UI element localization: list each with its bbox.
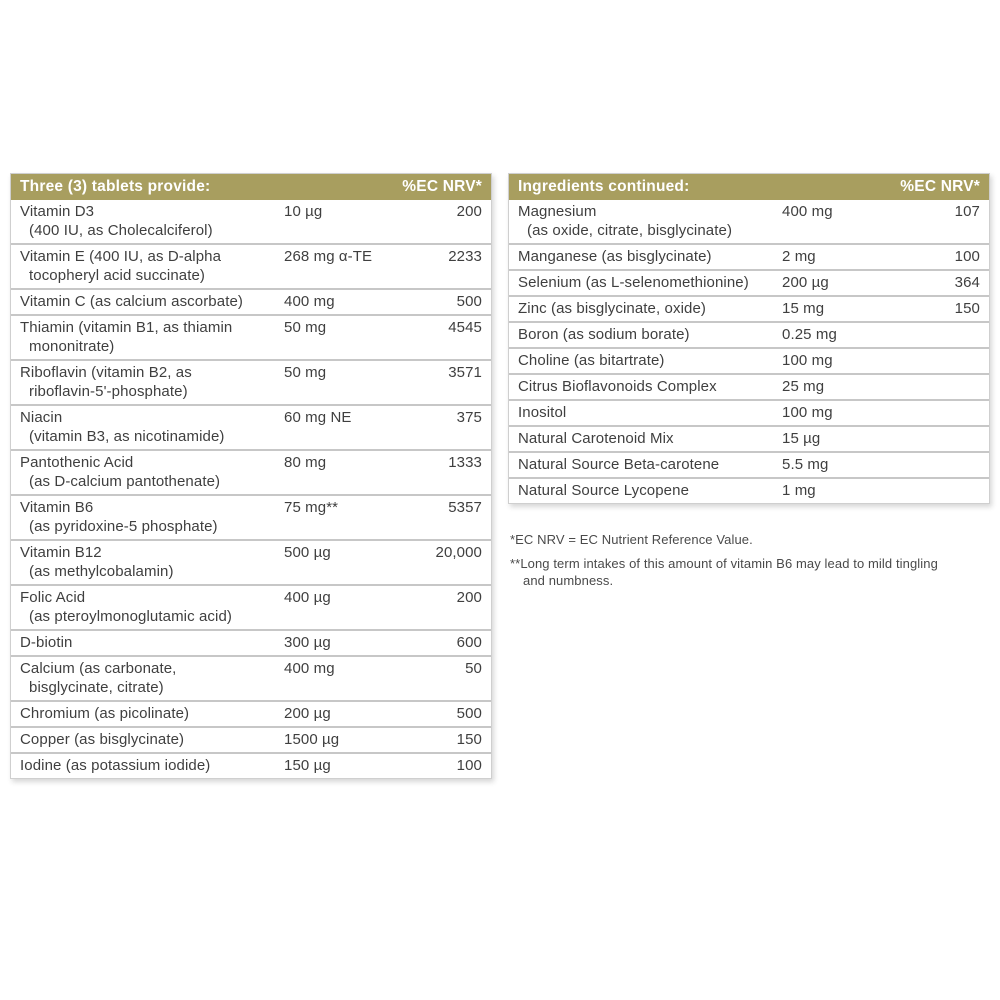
ingredient-name [20,704,284,723]
ingredient-name-line1: Calcium (as carbonate, [20,660,177,677]
ingredient-amount: 2 mg [782,248,816,265]
ingredient-name-line1: Vitamin B6 [20,499,94,516]
table-row [11,404,491,449]
ingredient-nrv: 200 [456,589,482,606]
ingredient-nrv: 107 [954,203,980,220]
nrv-column-header: %EC NRV* [900,178,980,195]
table-row [509,373,989,399]
table-row [11,494,491,539]
ingredient-name-line2: (400 IU, as Cholecalciferol) [29,222,213,239]
ingredient-amount: 268 mg α-TE [284,248,373,265]
ingredient-name-line2: bisglycinate, citrate) [29,679,164,696]
ingredient-nrv: 1333 [448,454,482,471]
ingredient-amount: 500 µg [284,544,331,561]
nutrition-table-primary [10,173,492,779]
table-row [11,200,491,243]
ingredient-nrv [920,351,980,370]
ingredient-nrv: 3571 [448,364,482,381]
table-row [11,584,491,629]
table-row [509,295,989,321]
ingredient-nrv: 375 [456,409,482,426]
ingredient-nrv: 600 [456,634,482,651]
table-row [11,655,491,700]
ingredient-nrv: 50 [465,660,482,677]
ingredient-name [20,633,284,652]
footnotes [510,531,962,596]
table-row [11,539,491,584]
ingredient-amount: 25 mg [782,378,825,395]
ingredient-name-line1: Boron (as sodium borate) [518,326,690,343]
table-row [11,726,491,752]
ingredient-name [20,202,284,240]
table-row [509,425,989,451]
ingredient-name [518,202,782,240]
ingredient-name-line1: Natural Source Lycopene [518,482,690,499]
ingredient-name-line1: Selenium (as L-selenomethionine) [518,274,749,291]
ingredient-name-line1: Magnesium [518,203,597,220]
ingredient-nrv: 4545 [448,319,482,336]
table-row [11,359,491,404]
ingredient-name-line1: Iodine (as potassium iodide) [20,757,211,774]
table-row [509,477,989,503]
table-row [509,347,989,373]
ingredient-name [20,292,284,311]
ingredient-nrv [920,377,980,396]
table-title: Three (3) tablets provide: [20,178,211,195]
ingredient-name [518,325,782,344]
table-rows [11,200,491,778]
ingredient-nrv: 100 [456,757,482,774]
ingredient-amount: 200 µg [782,274,829,291]
ingredient-nrv: 364 [954,274,980,291]
ingredient-amount: 15 µg [782,430,821,447]
nutrition-table-continued [508,173,990,504]
ingredient-amount: 400 µg [284,589,331,606]
ingredient-nrv: 5357 [448,499,482,516]
ingredient-name-line2: riboflavin-5'-phosphate) [29,383,188,400]
ingredient-name-line1: Vitamin E (400 IU, as D-alpha [20,248,222,265]
table-row [11,700,491,726]
ingredient-name-line1: Chromium (as picolinate) [20,705,190,722]
table-rows [509,200,989,503]
table-row [11,449,491,494]
ingredient-name [20,408,284,446]
ingredient-name-line1: Vitamin D3 [20,203,95,220]
table-row [11,243,491,288]
ingredient-nrv [920,403,980,422]
ingredient-name [518,273,782,292]
ingredient-name-line2: mononitrate) [29,338,115,355]
ingredient-nrv [920,325,980,344]
ingredient-nrv: 200 [456,203,482,220]
footnote-vitamin-b6: **Long term intakes of this amount of vitamin B6 may lead to mild tingling and numbness. [510,556,938,588]
ingredient-amount: 1 mg [782,482,816,499]
ingredient-nrv [920,455,980,474]
ingredient-nrv: 100 [954,248,980,265]
ingredient-name [20,247,284,285]
ingredient-amount: 400 mg [782,203,833,220]
nrv-column-header: %EC NRV* [402,178,482,195]
ingredient-name [20,453,284,491]
ingredient-amount: 80 mg [284,454,327,471]
table-row [11,314,491,359]
ingredient-amount: 15 mg [782,300,825,317]
ingredient-name [518,299,782,318]
table-row [11,629,491,655]
ingredient-nrv [920,481,980,500]
table-row [509,399,989,425]
ingredient-name [20,588,284,626]
ingredient-amount: 0.25 mg [782,326,837,343]
ingredient-name-line1: Riboflavin (vitamin B2, as [20,364,192,381]
ingredient-name-line1: Vitamin C (as calcium ascorbate) [20,293,243,310]
table-row [509,321,989,347]
ingredient-nrv: 150 [456,731,482,748]
ingredient-amount: 100 mg [782,352,833,369]
ingredient-name [518,403,782,422]
table-row [509,243,989,269]
ingredient-name-line2: (as oxide, citrate, bisglycinate) [527,222,733,239]
ingredient-name [518,481,782,500]
table-row [509,200,989,243]
ingredient-name-line1: Zinc (as bisglycinate, oxide) [518,300,706,317]
ingredient-name-line1: Natural Carotenoid Mix [518,430,674,447]
ingredient-name [20,659,284,697]
ingredient-name-line1: Niacin [20,409,63,426]
ingredient-name-line1: Folic Acid [20,589,86,606]
table-row [509,269,989,295]
table-title: Ingredients continued: [518,178,690,195]
ingredient-nrv: 500 [456,705,482,722]
ingredient-name [518,455,782,474]
ingredient-amount: 400 mg [284,660,335,677]
ingredient-name-line2: (as pyridoxine-5 phosphate) [29,518,218,535]
ingredient-amount: 300 µg [284,634,331,651]
ingredient-amount: 200 µg [284,705,331,722]
ingredient-nrv [920,429,980,448]
ingredient-name-line2: (as methylcobalamin) [29,563,174,580]
ingredient-name-line1: Copper (as bisglycinate) [20,731,185,748]
ingredient-name [518,247,782,266]
ingredient-name-line1: Thiamin (vitamin B1, as thiamin [20,319,233,336]
ingredient-name-line2: (vitamin B3, as nicotinamide) [29,428,225,445]
ingredient-name-line1: Choline (as bitartrate) [518,352,665,369]
ingredient-name-line1: Citrus Bioflavonoids Complex [518,378,717,395]
ingredient-amount: 50 mg [284,319,327,336]
ingredient-name [20,543,284,581]
ingredient-name [518,429,782,448]
table-row [509,451,989,477]
ingredient-name [20,318,284,356]
ingredient-name [518,351,782,370]
footnote-ec-nrv: *EC NRV = EC Nutrient Reference Value. [510,532,753,547]
table-row [11,752,491,778]
ingredient-name [20,730,284,749]
table-row [11,288,491,314]
ingredient-name-line1: D-biotin [20,634,73,651]
ingredient-amount: 150 µg [284,757,331,774]
ingredient-amount: 10 µg [284,203,323,220]
ingredient-name [20,756,284,775]
ingredient-nrv: 150 [954,300,980,317]
ingredient-amount: 100 mg [782,404,833,421]
ingredient-nrv: 20,000 [435,544,482,561]
table-header [509,174,989,200]
ingredient-amount: 5.5 mg [782,456,829,473]
ingredient-amount: 50 mg [284,364,327,381]
ingredient-name-line1: Manganese (as bisglycinate) [518,248,712,265]
ingredient-name [20,498,284,536]
table-header [11,174,491,200]
ingredient-amount: 1500 µg [284,731,340,748]
ingredient-amount: 400 mg [284,293,335,310]
ingredient-name-line2: tocopheryl acid succinate) [29,267,206,284]
ingredient-amount: 60 mg NE [284,409,352,426]
ingredient-name-line1: Vitamin B12 [20,544,102,561]
ingredient-name-line1: Pantothenic Acid [20,454,134,471]
ingredient-nrv: 500 [456,293,482,310]
ingredient-name-line1: Inositol [518,404,567,421]
ingredient-name [20,363,284,401]
ingredient-nrv: 2233 [448,248,482,265]
ingredient-name-line2: (as D-calcium pantothenate) [29,473,221,490]
ingredient-name [518,377,782,396]
ingredient-name-line1: Natural Source Beta-carotene [518,456,720,473]
ingredient-amount: 75 mg** [284,499,339,516]
ingredient-name-line2: (as pteroylmonoglutamic acid) [29,608,232,625]
